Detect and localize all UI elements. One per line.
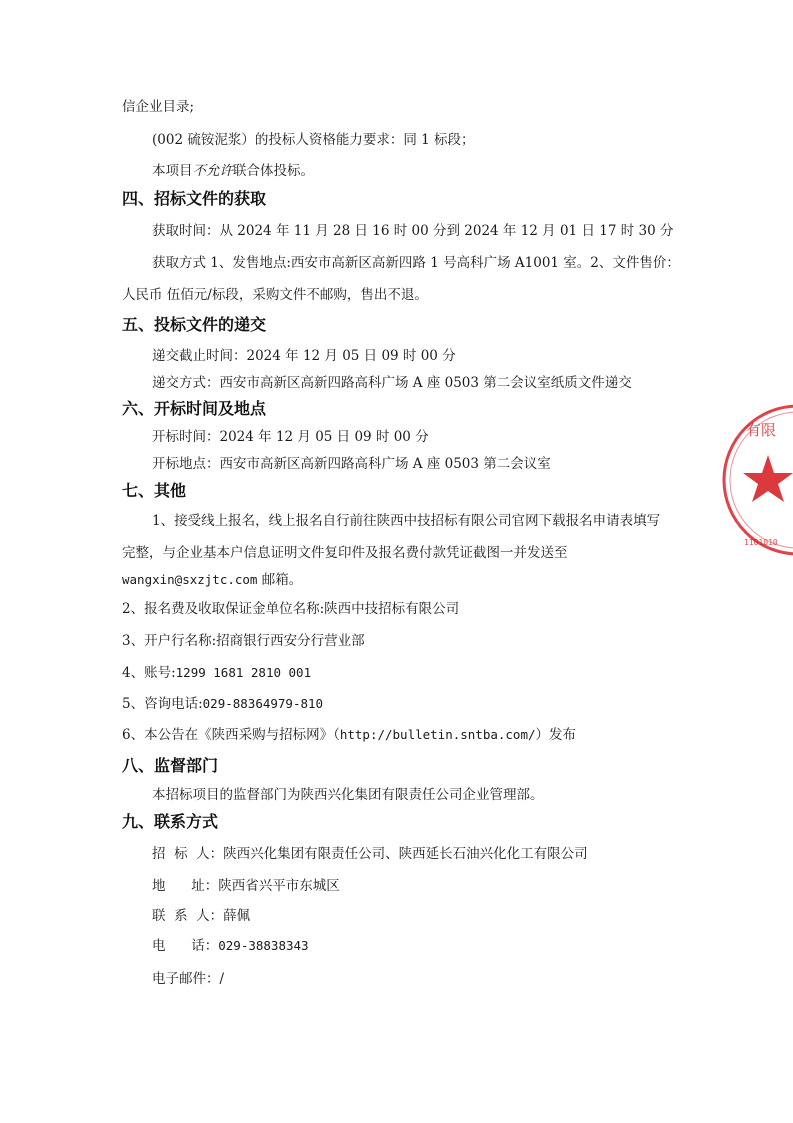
contact-row xyxy=(152,907,250,925)
text-line xyxy=(122,664,311,682)
text-line: 递交方式：西安市高新区高新四路高科广场 A 座 0503 第二会议室纸质文件递交 xyxy=(152,375,632,391)
text-line: 2、报名费及收取保证金单位名称:陕西中技招标有限公司 xyxy=(122,601,460,617)
text-line: 获取时间：从 2024 年 11 月 28 日 16 时 00 分到 2024 年 12 月 01 日 17 时 30 分 xyxy=(152,223,674,239)
text-fragment: 4、账号: xyxy=(122,665,176,681)
section-heading-7: 七、其他 xyxy=(122,481,187,500)
text-line: 1、接受线上报名，线上报名自行前往陕西中技招标有限公司官网下载报名申请表填写 xyxy=(152,513,661,529)
phone-number: 029-88364979-810 xyxy=(202,696,324,711)
section-heading-4: 四、招标文件的获取 xyxy=(122,189,267,208)
contact-label: 电子邮件： xyxy=(152,971,220,987)
emphasis-text: 不允许 xyxy=(192,163,233,179)
seal-bottom-code: 1101010 xyxy=(744,538,778,547)
text-line: 递交截止时间：2024 年 12 月 05 日 09 时 00 分 xyxy=(152,348,456,364)
text-line: 人民币 伍佰元/标段，采购文件不邮购，售出不退。 xyxy=(122,287,428,303)
contact-value: 陕西兴化集团有限责任公司、陕西延长石油兴化化工有限公司 xyxy=(223,846,588,862)
text-line: 完整，与企业基本户信息证明文件复印件及报名费付款凭证截图一并发送至 xyxy=(122,545,568,561)
contact-value: 薛佩 xyxy=(223,908,251,924)
contact-row xyxy=(152,877,340,895)
contact-label: 招 标 人： xyxy=(152,846,224,862)
website-link[interactable]: http://bulletin.sntba.com/ xyxy=(339,727,536,742)
text-fragment: 联合体投标。 xyxy=(233,163,314,179)
text-line: 开标地点：西安市高新区高新四路高科广场 A 座 0503 第二会议室 xyxy=(152,456,551,472)
text-fragment: ）发布 xyxy=(535,727,577,743)
text-line xyxy=(122,695,323,713)
text-line xyxy=(122,726,576,744)
contact-label: 电 话： xyxy=(152,938,219,954)
seal-top-text: 有限 xyxy=(746,421,777,439)
section-heading-8: 八、监督部门 xyxy=(122,756,219,775)
contact-row xyxy=(152,970,224,988)
text-line: 开标时间：2024 年 12 月 05 日 09 时 00 分 xyxy=(152,429,429,445)
section-heading-6: 六、开标时间及地点 xyxy=(122,399,267,418)
text-fragment: 邮箱。 xyxy=(257,572,303,588)
text-fragment: 5、咨询电话: xyxy=(122,696,203,712)
text-fragment: 本项目 xyxy=(152,163,193,179)
email-link[interactable]: wangxin@sxzjtc.com xyxy=(122,572,258,587)
contact-label: 联 系 人： xyxy=(152,908,224,924)
account-number: 1299 1681 2810 001 xyxy=(175,665,312,680)
text-fragment: 6、本公告在《陕西采购与招标网》（ xyxy=(122,727,340,743)
contact-value: 陕西省兴平市东城区 xyxy=(218,878,340,894)
text-line: (002 硫铵泥浆）的投标人资格能力要求：同 1 标段； xyxy=(152,132,475,148)
company-seal-stamp xyxy=(718,395,793,565)
text-line: 信企业目录; xyxy=(122,99,195,115)
text-line: 3、开户行名称:招商银行西安分行营业部 xyxy=(122,633,365,649)
section-heading-9: 九、联系方式 xyxy=(122,812,219,831)
seal-star-icon xyxy=(743,455,793,502)
contact-label: 地 址： xyxy=(152,878,219,894)
contact-value: / xyxy=(219,971,225,987)
text-line xyxy=(152,162,314,180)
section-heading-5: 五、投标文件的递交 xyxy=(122,315,267,334)
text-line: 本招标项目的监督部门为陕西兴化集团有限责任公司企业管理部。 xyxy=(152,787,544,803)
text-line: 获取方式 1、发售地点:西安市高新区高新四路 1 号高科广场 A1001 室。2、文件售价： xyxy=(152,255,680,271)
contact-row xyxy=(152,845,588,863)
contact-row xyxy=(152,937,309,955)
contact-value: 029-38838343 xyxy=(218,938,309,953)
text-line xyxy=(122,571,302,589)
